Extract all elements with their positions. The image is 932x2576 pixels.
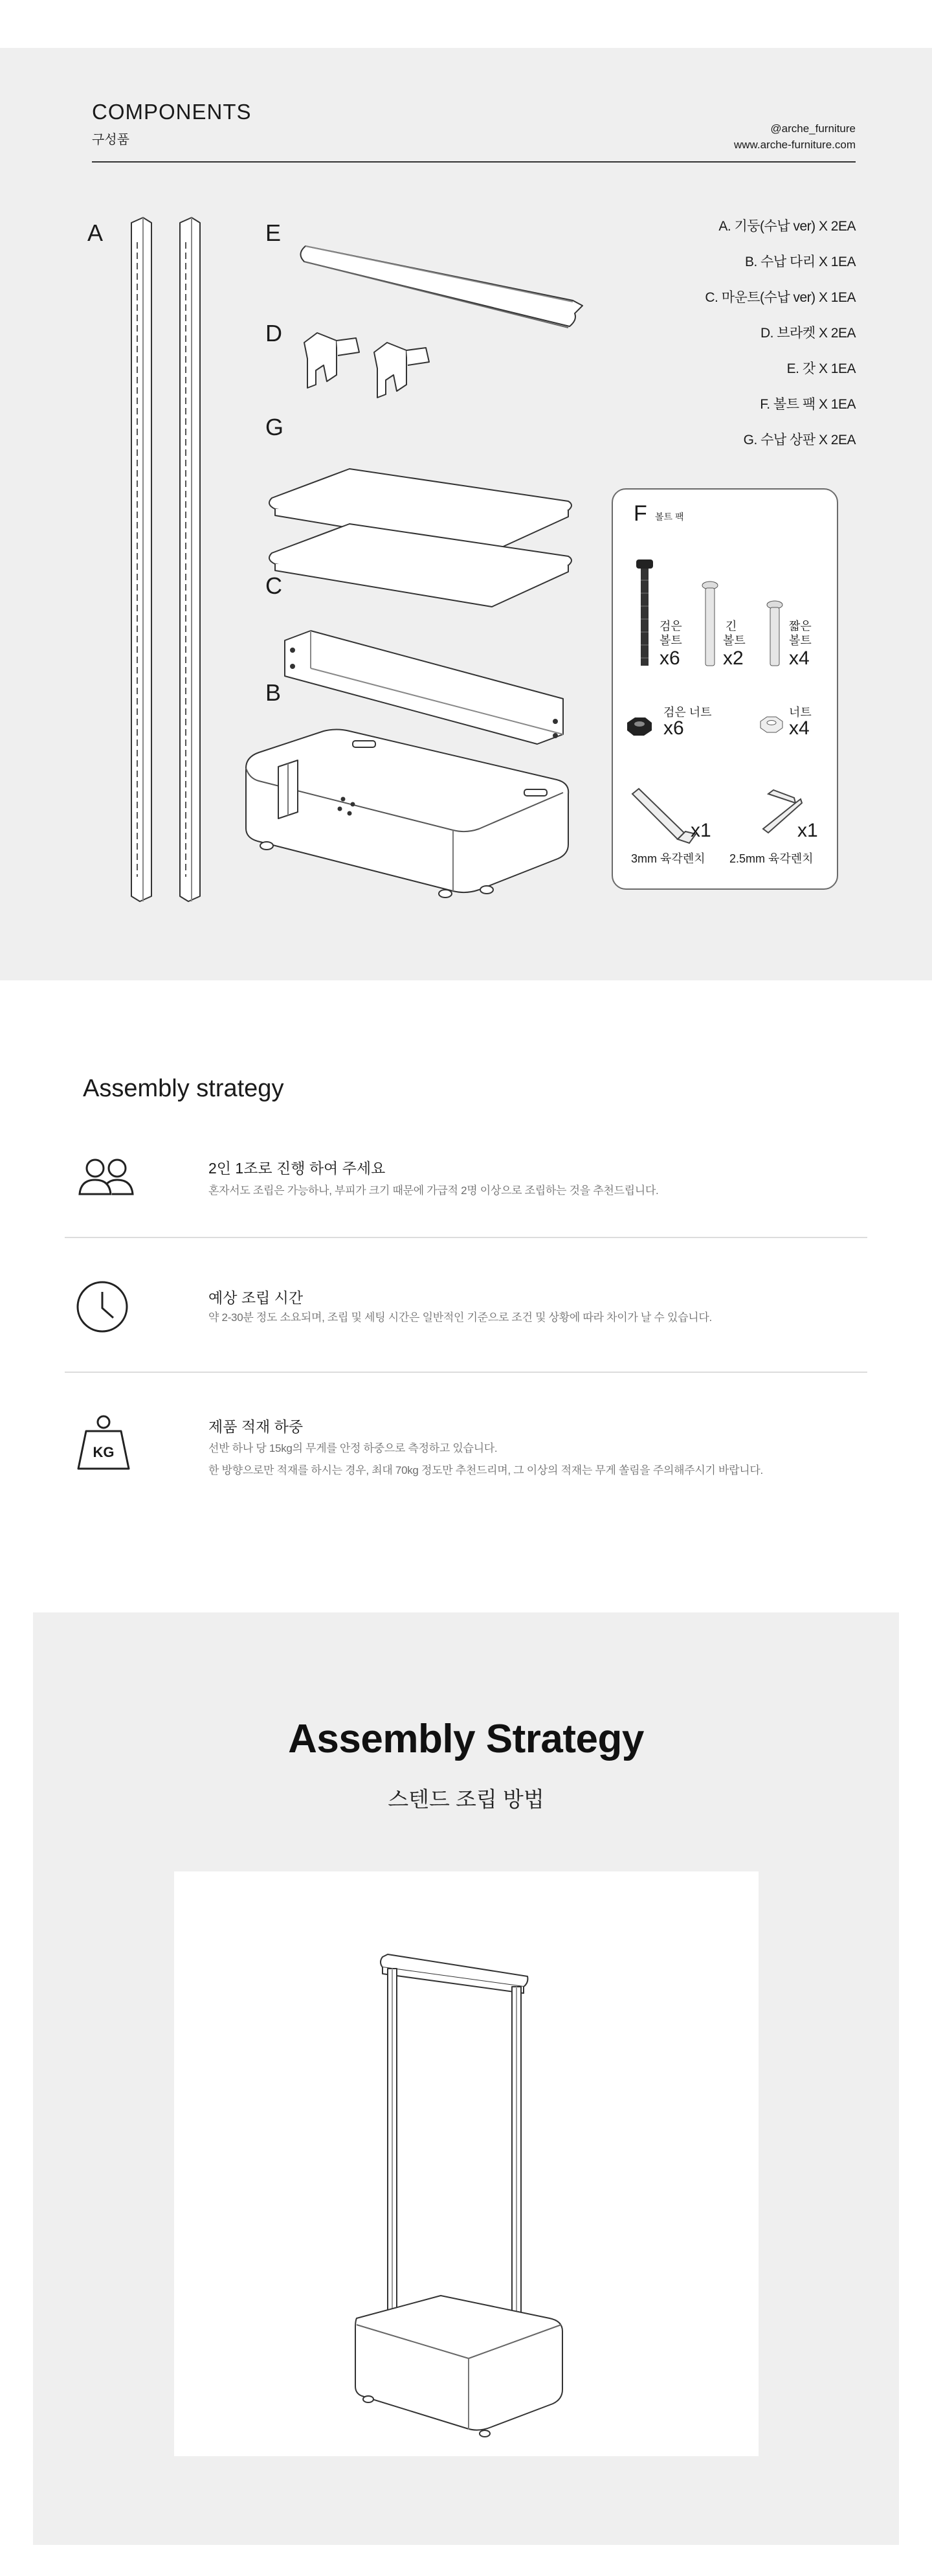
long-bolt-qty: x2	[723, 648, 744, 669]
bolt-pack-letter: F	[634, 501, 647, 526]
short-bolt-label-1: 짧은	[789, 620, 812, 633]
part-item-c: C. 마운트(수납 ver) X 1EA	[705, 290, 856, 305]
strategy-desc-1: 혼자서도 조립은 가능하나, 부피가 크기 때문에 가급적 2명 이상으로 조립하는 것을 추천드립니다.	[208, 1184, 659, 1197]
wrench-3mm-label: 3mm 육각렌치	[631, 852, 705, 865]
short-bolt-label-2: 볼트	[789, 634, 812, 647]
parts-list	[597, 218, 856, 467]
strategy-desc-2: 약 2-30분 정도 소요되며, 조립 및 세팅 시간은 일반적인 기준으로 조건 및 상황에 따라 차이가 날 수 있습니다.	[208, 1311, 712, 1324]
instagram-handle: @arche_furniture	[770, 122, 856, 135]
wrench-3mm-qty: x1	[691, 820, 711, 841]
part-item-a: A. 기둥(수납 ver) X 2EA	[718, 219, 856, 234]
letter-c: C	[265, 572, 282, 599]
people-icon	[74, 1154, 139, 1199]
strategy-divider-1	[65, 1237, 867, 1238]
letter-a: A	[87, 220, 104, 246]
weight-icon	[74, 1412, 133, 1473]
black-bolt-qty: x6	[660, 648, 680, 669]
components-section	[0, 48, 932, 980]
stand-assembly-section	[33, 1612, 899, 2545]
part-item-b: B. 수납 다리 X 1EA	[744, 254, 856, 269]
weight-icon-shape	[74, 1412, 133, 1473]
letter-g: G	[265, 414, 284, 440]
black-bolt-label-1: 검은	[660, 620, 682, 633]
bracket-drawing-2	[374, 343, 429, 398]
bolt-pack-card	[612, 488, 838, 890]
strategy-divider-2	[65, 1372, 867, 1373]
post-right-drawing	[180, 218, 200, 901]
canopy-drawing	[300, 246, 582, 328]
black-nut-qty: x6	[663, 717, 684, 739]
strategy-heading-2: 예상 조립 시간	[208, 1289, 304, 1306]
nut-label: 너트	[789, 706, 812, 719]
mount-drawing	[285, 631, 563, 744]
short-bolt-qty: x4	[789, 648, 810, 669]
wrench-25mm-icon	[763, 790, 802, 833]
bracket-drawing-1	[304, 333, 359, 388]
base-drawing	[246, 730, 568, 898]
bolt-pack-caption: 볼트 팩	[655, 512, 684, 522]
strategy-desc-3a: 선반 하나 당 15kg의 무게를 안정 하중으로 측정하고 있습니다.	[208, 1442, 498, 1454]
post-left-drawing	[131, 218, 151, 901]
long-bolt-icon	[702, 582, 718, 666]
letter-e: E	[265, 220, 282, 246]
wrench-25mm-label: 2.5mm 육각렌치	[729, 852, 814, 865]
stand-assembly-subtitle: 스텐드 조립 방법	[388, 1787, 544, 1811]
stand-drawing	[174, 1871, 759, 2456]
nut-qty: x4	[789, 717, 810, 739]
part-item-f: F. 볼트 팩 X 1EA	[760, 397, 856, 412]
website-url: www.arche-furniture.com	[733, 139, 856, 151]
long-bolt-label-1: 긴	[726, 620, 737, 633]
stand-assembly-title: Assembly Strategy	[288, 1717, 644, 1761]
wrench-3mm-icon	[632, 789, 696, 843]
components-subtitle: 구성품	[92, 133, 129, 147]
stand-illustration	[174, 1871, 759, 2456]
letter-d: D	[265, 320, 282, 346]
strategy-desc-3b: 한 방향으로만 적재를 하시는 경우, 최대 70kg 정도만 추천드리며, 그 이상의 적재는 무게 쏠림을 주의해주시기 바랍니다.	[208, 1464, 763, 1476]
clock-icon	[74, 1279, 133, 1337]
components-title: COMPONENTS	[92, 100, 252, 124]
weight-icon-text: KG	[93, 1444, 115, 1460]
wrench-25mm-qty: x1	[797, 820, 818, 841]
strategy-heading-1: 2인 1조로 진행 하여 주세요	[208, 1160, 386, 1177]
strategy-heading-3: 제품 적재 하중	[208, 1418, 304, 1435]
long-bolt-label-2: 볼트	[723, 634, 746, 647]
black-nut-label: 검은 너트	[663, 706, 712, 719]
part-item-d: D. 브라켓 X 2EA	[760, 326, 856, 341]
letter-b: B	[265, 679, 282, 706]
black-nut-icon	[627, 717, 652, 736]
part-item-e: E. 갓 X 1EA	[786, 361, 856, 376]
black-bolt-label-2: 볼트	[660, 634, 682, 647]
black-bolt-icon	[636, 559, 653, 666]
nut-icon	[760, 717, 782, 732]
strategy-title: Assembly strategy	[83, 1075, 284, 1102]
short-bolt-icon	[767, 601, 782, 666]
part-item-g: G. 수납 상판 X 2EA	[743, 433, 856, 447]
